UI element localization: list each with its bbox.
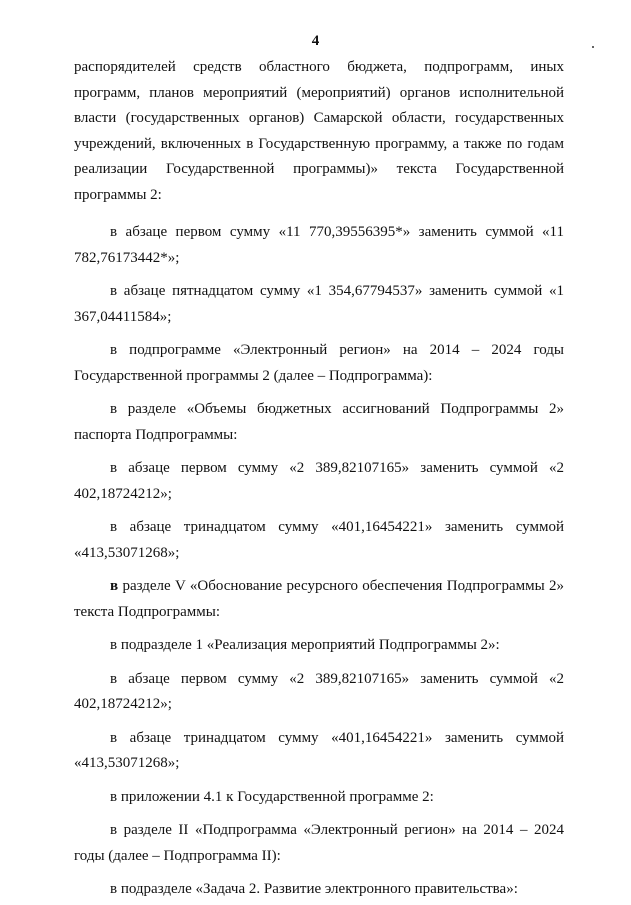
- paragraph-subsection-1: в подразделе 1 «Реализация мероприятий Подпрограммы 2»:: [110, 637, 500, 653]
- paragraph-thirteenth-sum-2: в абзаце тринадцатом сумму «401,16454221» заменить суммой «413,53071268»;: [74, 729, 564, 771]
- paragraph-continuation: распорядителей средств областного бюджета, подпрограмм, иных программ, планов мероприятий (мероприятий) органов исполнительной власти (государственных органов) Самарской области, государственных учреждений, включенных в Государственную программу, а также по годам реализации Государственной программы)» текста Государственной программы 2:: [74, 59, 564, 203]
- document-body: [74, 55, 564, 903]
- scan-speck: [592, 46, 594, 48]
- paragraph-task-2: в подразделе «Задача 2. Развитие электронного правительства»:: [110, 881, 518, 897]
- paragraph-fifteenth-sum: в абзаце пятнадцатом сумму «1 354,67794537» заменить суммой «1 367,04411584»;: [74, 283, 564, 325]
- paragraph-section-v: [74, 574, 564, 625]
- paragraph-first-sum-3: в абзаце первом сумму «2 389,82107165» заменить суммой «2 402,18724212»;: [74, 670, 564, 712]
- paragraph-appendix: в приложении 4.1 к Государственной программе 2:: [110, 788, 434, 805]
- paragraph-first-sum: в абзаце первом сумму «11 770,39556395*» заменить суммой «11 782,76173442*»;: [74, 224, 564, 266]
- paragraph-subprogram: в подпрограмме «Электронный регион» на 2014 – 2024 годы Государственной программы 2 (далее – Подпрограмма):: [74, 342, 564, 384]
- paragraph-section-v-text: разделе V «Обоснование ресурсного обеспечения Подпрограммы 2» текста Подпрограммы:: [74, 578, 564, 620]
- paragraph-section-volumes: в разделе «Объемы бюджетных ассигнований Подпрограммы 2» паспорта Подпрограммы:: [74, 401, 564, 443]
- paragraph-section-ii: в разделе II «Подпрограмма «Электронный регион» на 2014 – 2024 годы (далее – Подпрограмма II):: [74, 822, 564, 864]
- page-number: 4: [311, 33, 320, 49]
- paragraph-thirteenth-sum: в абзаце тринадцатом сумму «401,16454221» заменить суммой «413,53071268»;: [74, 519, 564, 561]
- paragraph-first-sum-2: в абзаце первом сумму «2 389,82107165» заменить суммой «2 402,18724212»;: [74, 460, 564, 502]
- paragraph-section-v-lead: в: [110, 578, 119, 594]
